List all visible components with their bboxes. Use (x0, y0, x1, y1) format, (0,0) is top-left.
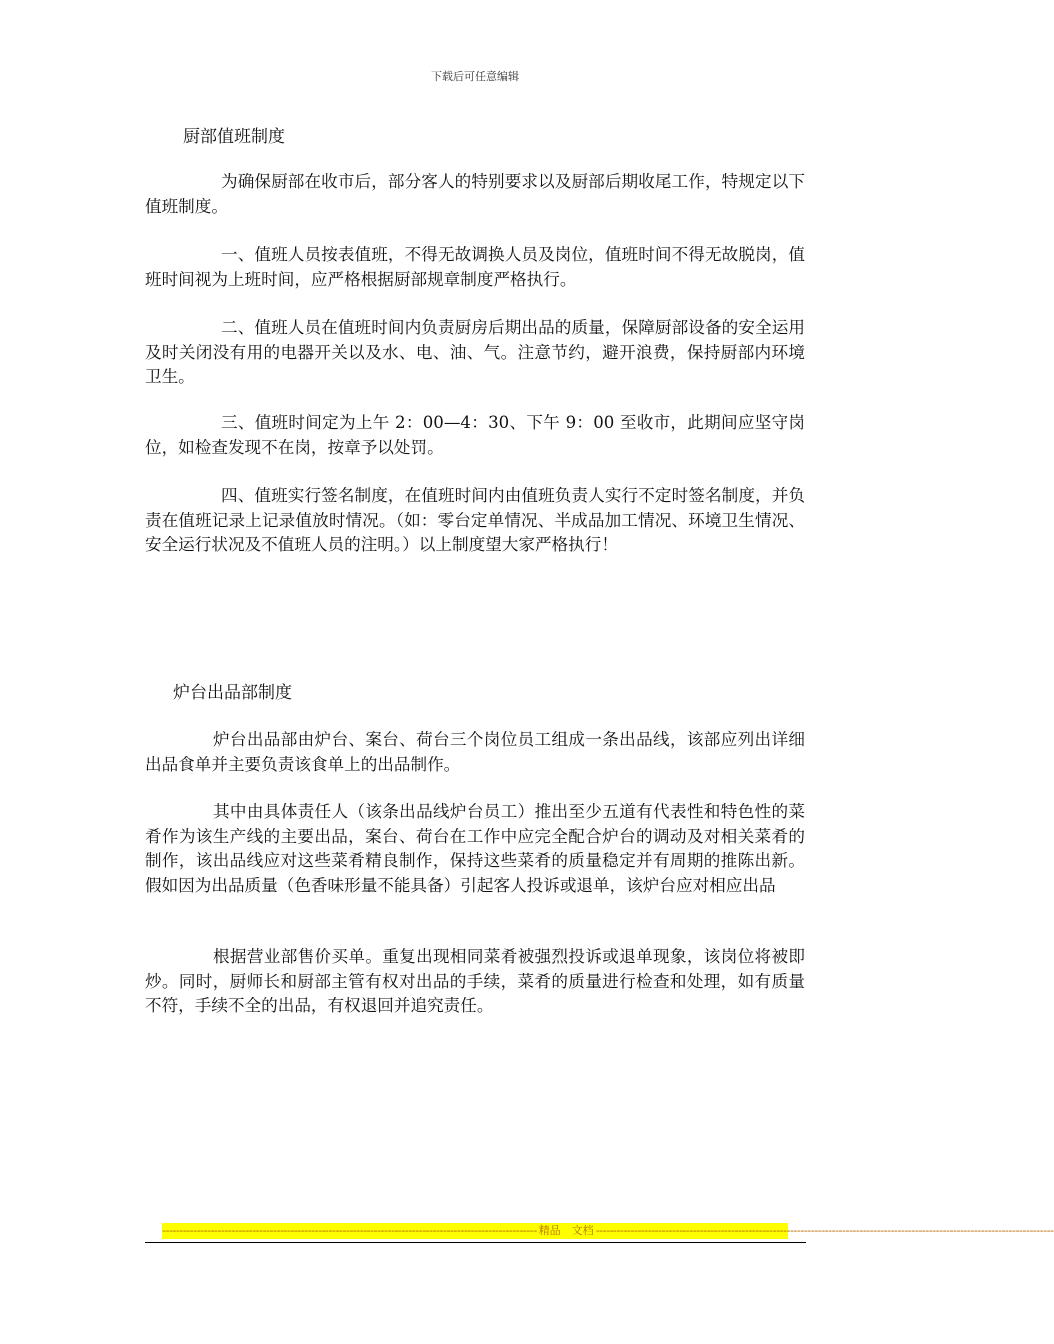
paragraph: 四、值班实行签名制度，在值班时间内由值班负责人实行不定时签名制度，并负责在值班记录上记录值放时情况。（如：零台定单情况、半成品加工情况、环境卫生情况、安全运行状况及不值班人员的注明。）以上制度望大家严格执行！ (145, 486, 805, 554)
paragraph: 一、值班人员按表值班，不得无故调换人员及岗位，值班时间不得无故脱岗，值班时间视为上班时间，应严格根据厨部规章制度严格执行。 (145, 245, 805, 289)
paragraph: 为确保厨部在收市后，部分客人的特别要求以及厨部后期收尾工作，特规定以下值班制度。 (145, 172, 805, 216)
footer-label: 精品 文档 (538, 1224, 594, 1237)
footer-banner (162, 1223, 1054, 1239)
section-title-stove: 炉台出品部制度 (173, 683, 292, 703)
footer-dash-left: ------------------------------------------------------------------------------------------------------------ (162, 1224, 537, 1237)
paragraph: 其中由具体责任人（该条出品线炉台员工）推出至少五道有代表性和特色性的菜肴作为该生产线的主要出品，案台、荷台在工作中应完全配合炉台的调动及对相关菜肴的制作，该出品线应对这些菜肴精良制作，保持这些菜肴的质量稳定并有周期的推陈出新。假如因为出品质量（色香味形量不能具备）引起客人投诉或退单，该炉台应对相应出品 (145, 802, 805, 895)
paragraph: 炉台出品部由炉台、案台、荷台三个岗位员工组成一条出品线，该部应列出详细出品食单并主要负责该食单上的出品制作。 (145, 730, 805, 774)
page-header-note: 下载后可任意编辑 (431, 70, 519, 83)
paragraph: 三、值班时间定为上午 2：00—4：30、下午 9：00 至收市，此期间应坚守岗位，如检查发现不在岗，按章予以处罚。 (145, 413, 805, 457)
footer-divider (145, 1242, 806, 1243)
paragraph: 二、值班人员在值班时间内负责厨房后期出品的质量，保障厨部设备的安全运用及时关闭没有用的电器开关以及水、电、油、气。注意节约，避开浪费，保持厨部内环境卫生。 (145, 318, 805, 386)
section-title-duty: 厨部值班制度 (183, 127, 285, 147)
paragraph: 根据营业部售价买单。重复出现相同菜肴被强烈投诉或退单现象，该岗位将被即炒。同时，厨师长和厨部主管有权对出品的手续，菜肴的质量进行检查和处理，如有质量不符，手续不全的出品，有权退回并追究责任。 (145, 947, 805, 1015)
footer-dash-right: ------------------------------------------------------------------------------------------------------------------------------------ (595, 1224, 1054, 1237)
